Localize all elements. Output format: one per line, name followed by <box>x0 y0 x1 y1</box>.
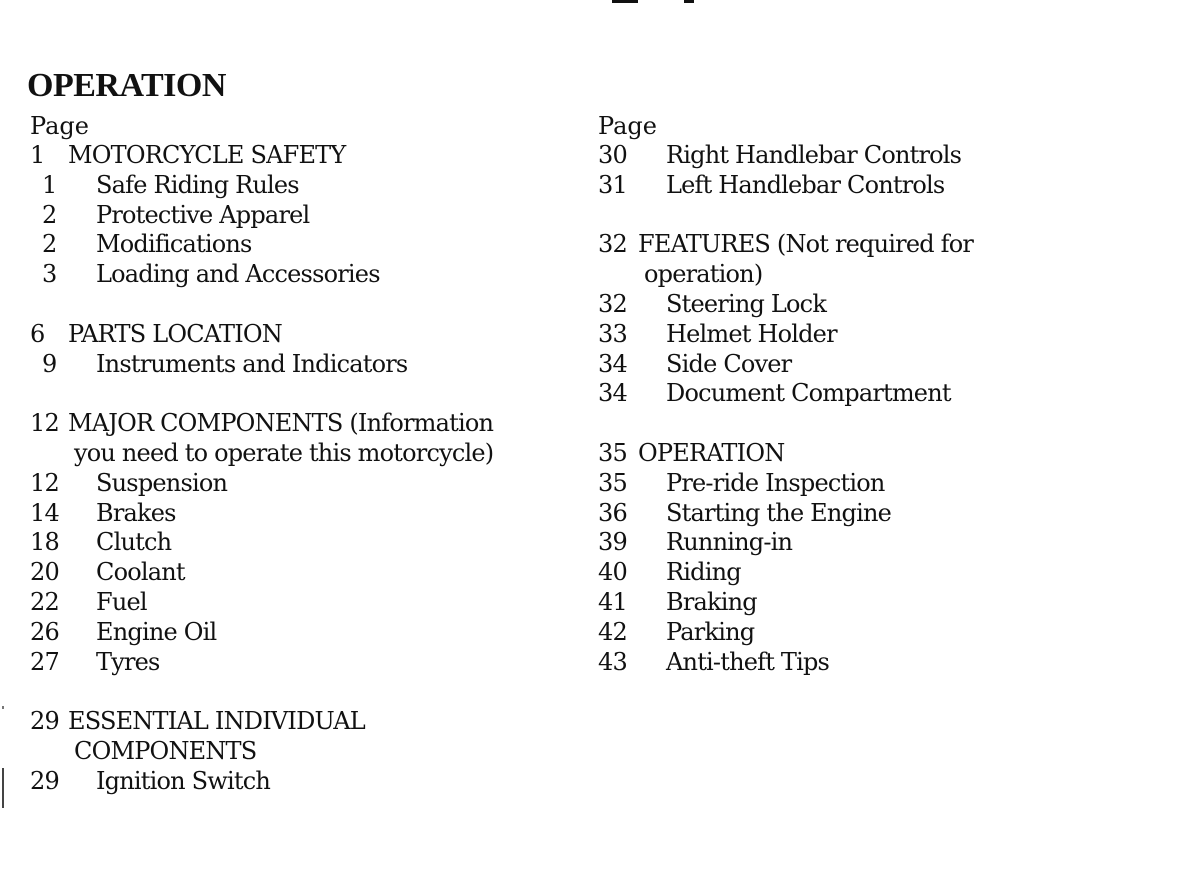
toc-entries <box>598 141 1158 677</box>
toc-section-entry <box>30 320 580 350</box>
margin-dot-mark <box>2 706 4 709</box>
toc-entry-title: you need to operate this motorcycle) <box>74 438 494 467</box>
toc-entry-title: Left Handlebar Controls <box>666 170 945 199</box>
toc-subsection-entry <box>598 290 1158 320</box>
toc-entry-title: Right Handlebar Controls <box>666 141 962 169</box>
toc-entry-title: Parking <box>666 617 755 646</box>
toc-spacer <box>598 409 1158 439</box>
toc-page-number: 26 <box>30 617 59 646</box>
toc-page-number: 12 <box>30 409 59 438</box>
toc-page-number: 12 <box>30 468 59 497</box>
toc-section-entry <box>598 230 1158 260</box>
toc-section-entry <box>30 707 580 737</box>
toc-entry-title: Clutch <box>96 528 172 557</box>
toc-subsection-entry <box>598 469 1158 499</box>
toc-page-number: 43 <box>598 647 627 676</box>
toc-spacer <box>598 201 1158 231</box>
toc-left-column <box>30 111 580 797</box>
toc-entry-title: MOTORCYCLE SAFETY <box>68 141 346 169</box>
toc-page-number: 9 <box>42 349 57 378</box>
toc-subsection-entry <box>30 260 580 290</box>
toc-entry-continuation <box>30 737 580 767</box>
toc-page-number: 18 <box>30 528 59 557</box>
toc-entry-title: Pre-ride Inspection <box>666 468 885 497</box>
toc-spacer <box>30 290 580 320</box>
toc-entry-title: Document Compartment <box>666 379 951 408</box>
toc-page-number: 30 <box>598 141 627 169</box>
toc-entry-title: MAJOR COMPONENTS (Information <box>68 409 494 438</box>
margin-bar-mark <box>2 768 4 808</box>
toc-subsection-entry <box>598 558 1158 588</box>
page-column-header: Page <box>598 112 657 140</box>
toc-subsection-entry <box>30 469 580 499</box>
toc-entry-continuation <box>30 439 580 469</box>
toc-subsection-entry <box>30 618 580 648</box>
toc-page-number: 36 <box>598 498 627 527</box>
toc-entry-title: Suspension <box>96 468 228 497</box>
toc-subsection-entry <box>598 528 1158 558</box>
toc-page-number: 40 <box>598 558 627 587</box>
page-title: OPERATION <box>27 67 226 104</box>
toc-page-number: 29 <box>30 707 59 736</box>
toc-entry-title: Modifications <box>96 230 252 259</box>
toc-entry-title: Fuel <box>96 587 147 616</box>
toc-page-number: 35 <box>598 438 627 467</box>
toc-subsection-entry <box>598 588 1158 618</box>
toc-page-number: 29 <box>30 766 59 795</box>
toc-subsection-entry <box>598 350 1158 380</box>
toc-subsection-entry <box>598 648 1158 678</box>
top-edge-mark-left <box>612 0 638 3</box>
toc-section-entry <box>30 409 580 439</box>
toc-entry-title: PARTS LOCATION <box>68 319 282 348</box>
toc-entry-title: Instruments and Indicators <box>96 349 408 378</box>
toc-page-number: 3 <box>42 260 57 289</box>
top-edge-mark-right <box>684 0 694 3</box>
toc-subsection-entry <box>30 558 580 588</box>
toc-page-number: 2 <box>42 230 57 259</box>
toc-entry-title: Helmet Holder <box>666 319 837 348</box>
toc-page-number: 41 <box>598 587 627 616</box>
toc-page-number: 31 <box>598 170 627 199</box>
toc-entry-title: Tyres <box>96 647 160 676</box>
toc-subsection-entry <box>598 171 1158 201</box>
toc-entry-continuation <box>598 260 1158 290</box>
toc-entry-title: Ignition Switch <box>96 766 271 795</box>
toc-section-entry <box>30 141 580 171</box>
toc-entry-title: Braking <box>666 587 757 616</box>
toc-entry-title: Engine Oil <box>96 617 217 646</box>
toc-page-number: 20 <box>30 558 59 587</box>
toc-subsection-entry <box>30 588 580 618</box>
toc-page-number: 42 <box>598 617 627 646</box>
toc-subsection-entry <box>30 201 580 231</box>
toc-subsection-entry <box>30 528 580 558</box>
toc-page-number: 2 <box>42 200 57 229</box>
toc-subsection-entry <box>30 648 580 678</box>
toc-page-number: 1 <box>42 170 57 199</box>
toc-entry-title: Loading and Accessories <box>96 260 380 289</box>
toc-entry-title: COMPONENTS <box>74 736 257 765</box>
toc-page-number: 33 <box>598 319 627 348</box>
toc-entry-title: Safe Riding Rules <box>96 170 299 199</box>
toc-page-number: 34 <box>598 349 627 378</box>
toc-subsection-entry <box>598 379 1158 409</box>
toc-entries <box>30 141 580 797</box>
toc-right-column <box>598 111 1158 677</box>
toc-subsection-entry <box>30 499 580 529</box>
toc-page-number: 14 <box>30 498 59 527</box>
toc-subsection-entry <box>30 230 580 260</box>
toc-subsection-entry <box>598 141 1158 171</box>
toc-entry-title: Steering Lock <box>666 289 827 318</box>
toc-page-number: 32 <box>598 230 627 259</box>
toc-subsection-entry <box>598 499 1158 529</box>
toc-page-number: 22 <box>30 587 59 616</box>
toc-page-number: 34 <box>598 379 627 408</box>
toc-spacer <box>30 677 580 707</box>
toc-entry-title: OPERATION <box>638 438 785 467</box>
toc-spacer <box>30 379 580 409</box>
toc-page-number: 32 <box>598 289 627 318</box>
toc-page-number: 6 <box>30 319 45 348</box>
toc-entry-title: Side Cover <box>666 349 792 378</box>
toc-entry-title: ESSENTIAL INDIVIDUAL <box>68 707 365 736</box>
page-column-header: Page <box>30 112 89 140</box>
toc-subsection-entry <box>598 320 1158 350</box>
toc-subsection-entry <box>30 171 580 201</box>
toc-page-number: 39 <box>598 528 627 557</box>
toc-entry-title: Protective Apparel <box>96 200 310 229</box>
toc-page-number: 27 <box>30 647 59 676</box>
toc-entry-title: Running-in <box>666 528 793 557</box>
toc-entry-title: FEATURES (Not required for <box>638 230 974 259</box>
toc-subsection-entry <box>30 350 580 380</box>
toc-page-number: 1 <box>30 141 45 169</box>
toc-subsection-entry <box>598 618 1158 648</box>
toc-entry-title: Starting the Engine <box>666 498 892 527</box>
toc-entry-title: Coolant <box>96 558 185 587</box>
toc-subsection-entry <box>30 767 580 797</box>
toc-entry-title: Riding <box>666 558 741 587</box>
toc-section-entry <box>598 439 1158 469</box>
toc-entry-title: Anti-theft Tips <box>666 647 830 676</box>
toc-page-number: 35 <box>598 468 627 497</box>
toc-entry-title: operation) <box>644 260 763 289</box>
toc-entry-title: Brakes <box>96 498 176 527</box>
